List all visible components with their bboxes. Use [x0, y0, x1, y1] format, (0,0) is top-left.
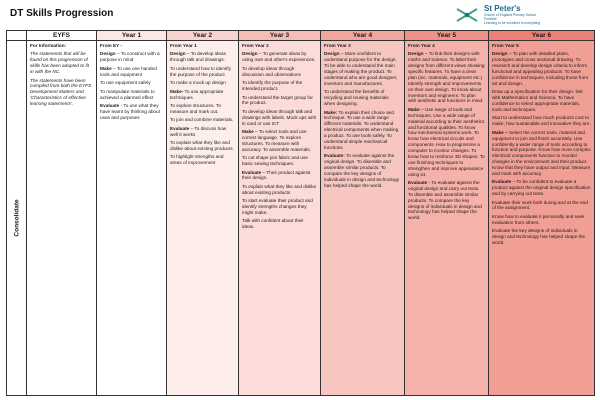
skill-statement-text: To understand the benefits of recycling and reusing materials when designing.: [324, 89, 389, 107]
cell-year-5: [405, 41, 489, 396]
skill-statement-text: – More confident to understand purpose for the design. To be able to understand the main stages of making the product. To understand who are good designer, inventors and manufactures.: [324, 51, 398, 86]
skill-statement: [242, 218, 317, 230]
skill-statement: [492, 228, 591, 246]
skill-statement-text: – To plan with detailed plans, prototypes and cross sectional drawing. To research and develop design criteria to inform functional and appealing products. To have confidence in techniques, including those from art and design.: [492, 51, 589, 86]
skill-statement: [324, 89, 401, 107]
skill-statement: [242, 51, 317, 63]
skill-statement-text: Know how to evaluate it personally and seek evaluation from others.: [492, 213, 585, 225]
skill-statement-text: - To evaluate against the original design and carry out tests. To disemble and assemble similar products. To compare the key designs of individuals in design and technology has helped shape the world.: [408, 180, 482, 221]
skill-statement: [324, 153, 401, 188]
cell-year-2: [167, 41, 239, 396]
skill-statement-text: To use appropriate techniques: [170, 88, 224, 100]
skill-statement-text: To explain what they like and dislike about existing products: [170, 140, 233, 151]
column-header-year-2: Year 2: [167, 31, 239, 41]
skill-statement: [492, 115, 591, 127]
skill-statement: [408, 51, 485, 104]
skill-statement: [492, 179, 591, 197]
skill-strand-label: Evaluate:: [324, 153, 345, 159]
skill-strand-label: From Year 1: [170, 43, 197, 48]
skill-statement-text: – To generate ideas by using own and other's experiences.: [242, 51, 316, 63]
column-header-eyfs: EYFS: [27, 31, 97, 41]
cell-year-1: [97, 41, 167, 396]
school-logo: [454, 3, 594, 31]
school-motto: Learning to be excellent in everything: [484, 21, 541, 25]
school-crest-icon: [454, 5, 480, 25]
skill-statement: [100, 66, 163, 78]
skill-statement-text: To understand the target group for the product.: [242, 94, 313, 106]
skill-statement: [100, 103, 163, 121]
skill-statement: [170, 80, 235, 86]
skill-statement: [170, 66, 235, 78]
skill-statement-text: Select the correct tools, material and equipment to join and finish accurately. Use confidently a wider range of tools according to function and purpose. Know how more complex electrical components function to monitor changes in the environment and their product. Know that they have output and input. Measure and mark with accuracy.: [492, 129, 591, 176]
column-header-year-5: Year 5: [405, 31, 489, 41]
skill-strand-label: Make: [242, 129, 254, 135]
skill-statement: [170, 103, 235, 115]
skill-statement: [492, 89, 591, 113]
skill-statement-text: Start to understand how much products cost to make, how sustainable and innovative they are.: [492, 115, 591, 127]
skill-statement: [100, 51, 163, 63]
school-location: Portfield: [484, 17, 497, 21]
skill-statement-text: To understand how to identify the purpose of the product: [170, 65, 231, 77]
skill-statement-text: – To use one handed tools and equipment: [100, 65, 157, 77]
skill-statement-text: - To use what they have learnt by thinking about uses and purposes: [100, 102, 160, 120]
corner-cell: [7, 31, 27, 41]
school-subtitle: Church of England Primary School: [484, 13, 537, 17]
cell-year-3: [239, 41, 321, 396]
skill-statement-text: To explore structures. To measure and mark out.: [170, 102, 221, 114]
skill-statement-text: To develop ideas through discussion and observations: [242, 65, 301, 77]
school-name: St Peter's: [484, 4, 521, 13]
skill-statement-text: – To select tools and use correct language. To explore structures. To measure with accuracy. To assemble materials.: [242, 129, 311, 152]
skill-statement-text: – To construct with a purpose in mind: [100, 51, 160, 63]
skill-strand-label: Make: [408, 106, 420, 112]
skill-strand-label: Design: [492, 51, 508, 57]
skill-statement-text: To join and combine materials.: [170, 117, 234, 123]
cell-year-6: [489, 41, 595, 396]
consolidate-row: [7, 41, 595, 396]
skill-statement: [30, 43, 93, 49]
skill-statement-text: Evaluate the key designs of individuals in design and technology has helped shape the world.: [492, 228, 586, 245]
page-title: DT Skills Progression: [10, 8, 114, 19]
skill-statement-text: – Use range of tools and techniques. Use a wide range of material according to their aesthetics and functional qualities. To know how mechanical systems work. To know how electrical circuits and components. How to programme a computer to monitor changes. To know how to reinforce 3D shapes. To use finishing techniques to strengthen and improve appearance using ict.: [408, 106, 485, 177]
header-row: [7, 31, 595, 41]
skill-statement: [170, 43, 235, 49]
cell-year-4: [321, 41, 405, 396]
skill-statement: [408, 180, 485, 221]
skill-statement: [170, 140, 235, 152]
skill-statement: [242, 109, 317, 127]
skill-statement: [30, 51, 93, 75]
cell-eyfs: [27, 41, 97, 396]
skill-statement-text: To evaluate against the original design. To disemble and assemble similar products. To compare the key designs of individuals in design and technology has helped shape the world.: [324, 153, 400, 188]
skill-statement-text: To start evaluate their product and identify strengths changes they might make.: [242, 198, 313, 215]
skill-statement: [170, 117, 235, 123]
skill-strand-label: Design: [170, 51, 186, 57]
skill-strand-label: From Year 4: [408, 43, 435, 48]
skill-statement-text: – Their product against their design.: [242, 169, 311, 181]
skill-statement: [492, 43, 591, 49]
skill-statement: [30, 78, 93, 107]
skill-statement: [492, 51, 591, 86]
column-header-year-6: Year 6: [489, 31, 595, 41]
skill-statement-text: To use equipment safely: [100, 80, 151, 86]
row-label-cell: [7, 41, 27, 396]
skill-statement: [242, 80, 317, 92]
skill-statement: [492, 214, 591, 226]
skill-statement-text: To make a mock up design: [170, 80, 226, 86]
skill-statement: [170, 89, 235, 101]
skill-statement: [170, 126, 235, 138]
skill-strand-label: Make –: [492, 129, 508, 135]
skill-strand-label: Design: [100, 51, 116, 57]
skill-statement: [170, 51, 235, 63]
column-header-year-3: Year 3: [239, 31, 321, 41]
skill-statement-text: To explain what they like and dislike about existing products: [242, 183, 317, 195]
skill-statement: [242, 43, 317, 49]
skill-strand-label: From Year 3: [324, 43, 351, 48]
skill-statement: [242, 198, 317, 216]
skill-strand-label: Design: [242, 51, 258, 57]
skill-statement: [100, 89, 163, 101]
skill-strand-label: From Year 5: [492, 43, 519, 48]
column-header-year-1: Year 1: [97, 31, 167, 41]
column-header-year-4: Year 4: [321, 31, 405, 41]
skill-strand-label: Make: [100, 65, 112, 71]
skill-statement: [408, 43, 485, 49]
skill-strand-label: Evaluate: [492, 179, 512, 185]
skill-statement-text: To explain their choice and technique. To use a wide range different materials. To understand electrical components when making a product. To use tools safely. To understand simple mechanical functions: [324, 109, 399, 150]
skill-statement-text: The statements that will be found on this progression of skills has been adapted to fit in with the NC.: [30, 51, 90, 75]
skill-statement-text: – To link their designs with maths and science. To label their designs from different views showing specific features. To have a clear plan (inc. materials, equipment etc.) Identify strength and improvements on their own design. To know about inventors and engineers. To plan with aesthetic and functions in mind.: [408, 51, 485, 104]
skill-strand-label: For Information:: [30, 43, 67, 48]
skill-statement-text: – To develop ideas through talk and drawings.: [170, 51, 226, 63]
skill-statement-text: To identify the purpose of the intended product.: [242, 80, 303, 92]
skill-strand-label: From Year 2: [242, 43, 269, 48]
skill-statement: [242, 155, 317, 167]
skill-statement-text: – To be confident to evaluate a product against the original design specification and by carrying out tests.: [492, 179, 591, 197]
skill-statement: [242, 95, 317, 107]
skill-statement: [242, 170, 317, 182]
skill-statement-text: Talk with confident about their ideas.: [242, 218, 304, 230]
skill-statement: [100, 43, 163, 49]
skill-strand-label: Make:: [324, 109, 338, 115]
skill-statement-text: Draw up a specification for their design- link with Mathematics and Science. To have confidence to select appropriate materials, tools and techniques.: [492, 89, 583, 112]
skill-statement: [324, 43, 401, 49]
skill-strand-label: Evaluate: [408, 180, 428, 186]
skill-statement-text: – To discuss how well it works: [170, 125, 227, 137]
skill-strand-label: Evaluate: [100, 102, 120, 108]
skill-statement: [324, 51, 401, 86]
skill-statement: [492, 200, 591, 212]
skill-statement-text: To cut shape join fabric and use basic sewing techniques.: [242, 155, 308, 167]
skill-statement: [242, 66, 317, 78]
row-label-consolidate: Consolidate: [13, 199, 20, 237]
skill-strand-label: Evaluate: [242, 169, 262, 175]
skills-progression-table: [6, 30, 595, 396]
skill-statement: [170, 154, 235, 166]
skill-statement-text: To manipulate materials to achieved a planned effect: [100, 88, 155, 100]
skill-strand-label: Make-: [170, 88, 184, 94]
skill-statement: [324, 110, 401, 151]
skill-strand-label: From EY -: [100, 43, 123, 48]
skill-statement: [492, 130, 591, 177]
skill-statement-text: To develop ideas through talk and drawings with labels. Mock ups with in card or use ICT: [242, 108, 317, 126]
skill-statement-text: The statements have been compiled from both the EYFS Development Matters and 'Characteristics of effective learning statements'.: [30, 77, 92, 107]
skill-strand-label: Design: [324, 51, 340, 57]
skill-statement-text: To highlight strengths and areas of improvement: [170, 154, 224, 166]
skill-strand-label: Design: [408, 51, 424, 57]
skill-statement-text: Evaluate their work both during and at the end of the assignment.: [492, 199, 588, 211]
skill-statement: [408, 107, 485, 178]
skill-statement: [242, 129, 317, 153]
skill-strand-label: Evaluate: [170, 125, 190, 131]
skill-statement: [100, 80, 163, 86]
skill-statement: [242, 184, 317, 196]
